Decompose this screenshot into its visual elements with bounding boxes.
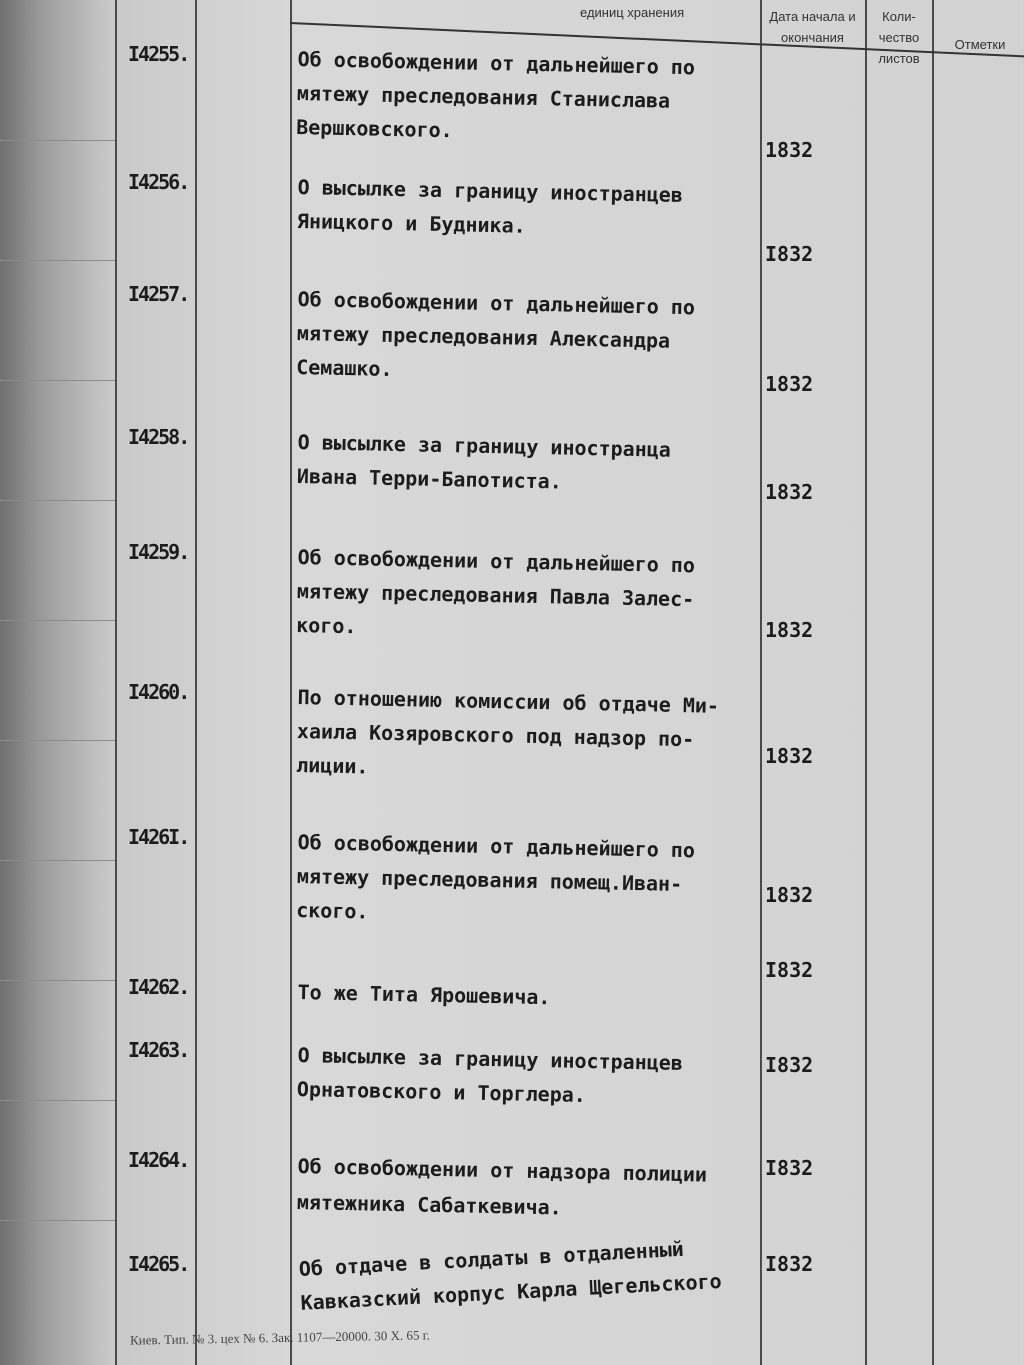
header-date: Дата начала и окончания [769,9,856,45]
printer-imprint: Киев. Тип. № 3. цех № 6. Зак. 1107—20000. 30 X. 65 г. [129,1327,430,1348]
entry-number: I4255. [128,42,189,66]
margin-line [0,1220,115,1221]
column-divider [195,0,197,1365]
header-title-fragment: единиц хранения [580,5,685,20]
entry-year: I832 [765,1252,814,1276]
entry-text: Об освобождении от дальнейшего по мятежу преследования помещ.Иван- ского. [295,829,696,924]
column-divider [290,0,292,1365]
entry-year: I832 [765,1053,814,1077]
entry-text: О высылке за границу иностранцев Орнатовского и Торглера. [296,1042,684,1108]
entry-number: I4260. [128,680,189,704]
column-divider [865,0,867,1365]
entry-year: 1832 [765,883,814,907]
entry-text: О высылке за границу иностранца Ивана Терри-Бапотиста. [296,429,672,494]
entry-number: I4257. [128,282,189,306]
margin-line [0,980,115,981]
header-sheet-count: Коли- чество листов [878,9,920,66]
entry-year: I832 [765,242,814,266]
entry-text: Об освобождении от дальнейшего по мятежу преследования Павла Залес- кого. [295,544,696,639]
entry-number: I426I. [128,825,189,849]
entry-number: I4259. [128,540,189,564]
entry-number: I4264. [128,1148,189,1172]
entry-year: 1832 [765,744,814,768]
margin-line [0,380,115,381]
entry-number: I4256. [128,170,189,194]
entry-text: Об освобождении от дальнейшего по мятежу преследования Александра Семашко. [295,286,696,381]
entry-year: 1832 [765,618,814,642]
entry-text: То же Тита Ярошевича. [297,979,551,1010]
column-divider [115,0,117,1365]
entry-number: I4262. [128,975,189,999]
entry-text: О высылке за границу иностранцев Яницкого и Будника. [296,174,684,238]
margin-line [0,500,115,501]
entry-number: I4258. [128,425,189,449]
entry-year: 1832 [765,480,814,504]
margin-line [0,740,115,741]
margin-line [0,620,115,621]
margin-line [0,860,115,861]
column-divider [932,0,934,1365]
entry-text: Об отдаче в солдаты в отдаленный Кавказский корпус Карла Щегельского [298,1236,723,1315]
entry-number: I4263. [128,1038,189,1062]
header-notes: Отметки [954,37,1006,52]
entry-year: 1832 [765,138,814,162]
margin-line [0,260,115,261]
entry-text: По отношению комиссии об отдаче Ми- хаила Козяровского под надзор по- лиции. [295,684,720,779]
entry-number: I4265. [128,1252,189,1276]
entry-text: Об освобождении от дальнейшего по мятежу преследования Станислава Вершковского. [295,46,696,143]
entry-text: Об освобождении от надзора полиции мятежника Сабаткевича. [296,1153,708,1220]
entry-year: I832 [765,1156,814,1180]
margin-line [0,140,115,141]
entry-year: 1832 [765,372,814,396]
entry-year: I832 [765,958,814,982]
margin-line [0,1100,115,1101]
